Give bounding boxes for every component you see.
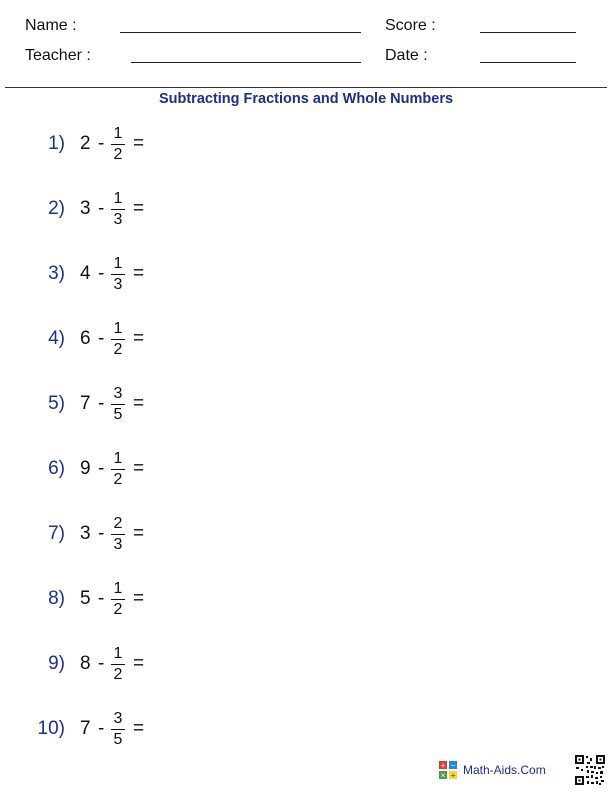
fraction <box>110 580 126 618</box>
minus-sign: - <box>98 198 105 219</box>
problem-item <box>0 580 612 620</box>
problem-number: 2) <box>48 198 65 219</box>
problem-item <box>0 385 612 425</box>
whole-number: 2 <box>80 133 91 154</box>
minus-sign: - <box>98 393 105 414</box>
date-field[interactable] <box>480 62 576 63</box>
equals-sign: = <box>133 588 145 609</box>
problem-item <box>0 710 612 750</box>
svg-text:−: − <box>450 761 456 770</box>
numerator: 1 <box>113 320 123 337</box>
whole-number: 7 <box>80 718 91 739</box>
fraction-bar <box>111 209 125 210</box>
qr-code-icon <box>574 754 606 786</box>
problem-number: 9) <box>48 653 65 674</box>
fraction-bar <box>111 339 125 340</box>
numerator: 1 <box>113 190 123 207</box>
equals-sign: = <box>133 263 145 284</box>
equals-sign: = <box>133 458 145 479</box>
fraction-bar <box>111 274 125 275</box>
fraction <box>110 385 126 423</box>
fraction-bar <box>111 729 125 730</box>
equals-sign: = <box>133 133 145 154</box>
denominator: 2 <box>113 146 123 163</box>
denominator: 3 <box>113 536 123 553</box>
numerator: 2 <box>113 515 123 532</box>
denominator: 2 <box>113 471 123 488</box>
fraction-bar <box>111 144 125 145</box>
equals-sign: = <box>133 328 145 349</box>
svg-text:÷: ÷ <box>450 771 456 780</box>
minus-sign: - <box>98 588 105 609</box>
whole-number: 6 <box>80 328 91 349</box>
name-label: Name : <box>25 17 77 34</box>
problem-item <box>0 255 612 295</box>
score-label: Score : <box>385 17 436 34</box>
equals-sign: = <box>133 653 145 674</box>
denominator: 5 <box>113 731 123 748</box>
name-field[interactable] <box>120 32 361 33</box>
fraction <box>110 710 126 748</box>
problem-item <box>0 515 612 555</box>
worksheet-title: Subtracting Fractions and Whole Numbers <box>158 91 454 107</box>
fraction <box>110 125 126 163</box>
problem-number: 6) <box>48 458 65 479</box>
denominator: 2 <box>113 341 123 358</box>
problem-item <box>0 125 612 165</box>
numerator: 1 <box>113 645 123 662</box>
fraction-bar <box>111 599 125 600</box>
denominator: 2 <box>113 666 123 683</box>
whole-number: 7 <box>80 393 91 414</box>
teacher-label: Teacher : <box>25 47 91 64</box>
equals-sign: = <box>133 718 145 739</box>
fraction <box>110 515 126 553</box>
minus-sign: - <box>98 133 105 154</box>
denominator: 5 <box>113 406 123 423</box>
equals-sign: = <box>133 523 145 544</box>
whole-number: 8 <box>80 653 91 674</box>
header-divider <box>5 87 607 88</box>
numerator: 1 <box>113 450 123 467</box>
equals-sign: = <box>133 198 145 219</box>
denominator: 3 <box>113 276 123 293</box>
problem-number: 5) <box>48 393 65 414</box>
denominator: 2 <box>113 601 123 618</box>
problem-number: 3) <box>48 263 65 284</box>
minus-sign: - <box>98 263 105 284</box>
fraction-bar <box>111 534 125 535</box>
whole-number: 3 <box>80 198 91 219</box>
fraction <box>110 645 126 683</box>
fraction-bar <box>111 469 125 470</box>
score-field[interactable] <box>480 32 576 33</box>
calculator-icon <box>438 760 458 780</box>
whole-number: 5 <box>80 588 91 609</box>
problem-number: 1) <box>48 133 65 154</box>
fraction-bar <box>111 664 125 665</box>
problem-number: 10) <box>37 718 65 739</box>
equals-sign: = <box>133 393 145 414</box>
minus-sign: - <box>98 328 105 349</box>
problem-item <box>0 190 612 230</box>
minus-sign: - <box>98 458 105 479</box>
whole-number: 4 <box>80 263 91 284</box>
numerator: 3 <box>113 710 123 727</box>
problem-item <box>0 645 612 685</box>
problem-number: 8) <box>48 588 65 609</box>
minus-sign: - <box>98 523 105 544</box>
problem-item <box>0 450 612 490</box>
numerator: 1 <box>113 580 123 597</box>
fraction-bar <box>111 404 125 405</box>
svg-text:×: × <box>440 771 446 780</box>
minus-sign: - <box>98 718 105 739</box>
numerator: 3 <box>113 385 123 402</box>
fraction <box>110 320 126 358</box>
fraction <box>110 190 126 228</box>
fraction <box>110 450 126 488</box>
denominator: 3 <box>113 211 123 228</box>
problem-item <box>0 320 612 360</box>
fraction <box>110 255 126 293</box>
problem-number: 7) <box>48 523 65 544</box>
problem-number: 4) <box>48 328 65 349</box>
whole-number: 3 <box>80 523 91 544</box>
numerator: 1 <box>113 125 123 142</box>
minus-sign: - <box>98 653 105 674</box>
svg-text:+: + <box>440 761 446 770</box>
brand-link[interactable]: Math-Aids.Com <box>463 763 546 777</box>
numerator: 1 <box>113 255 123 272</box>
whole-number: 9 <box>80 458 91 479</box>
teacher-field[interactable] <box>131 62 361 63</box>
date-label: Date : <box>385 47 428 64</box>
